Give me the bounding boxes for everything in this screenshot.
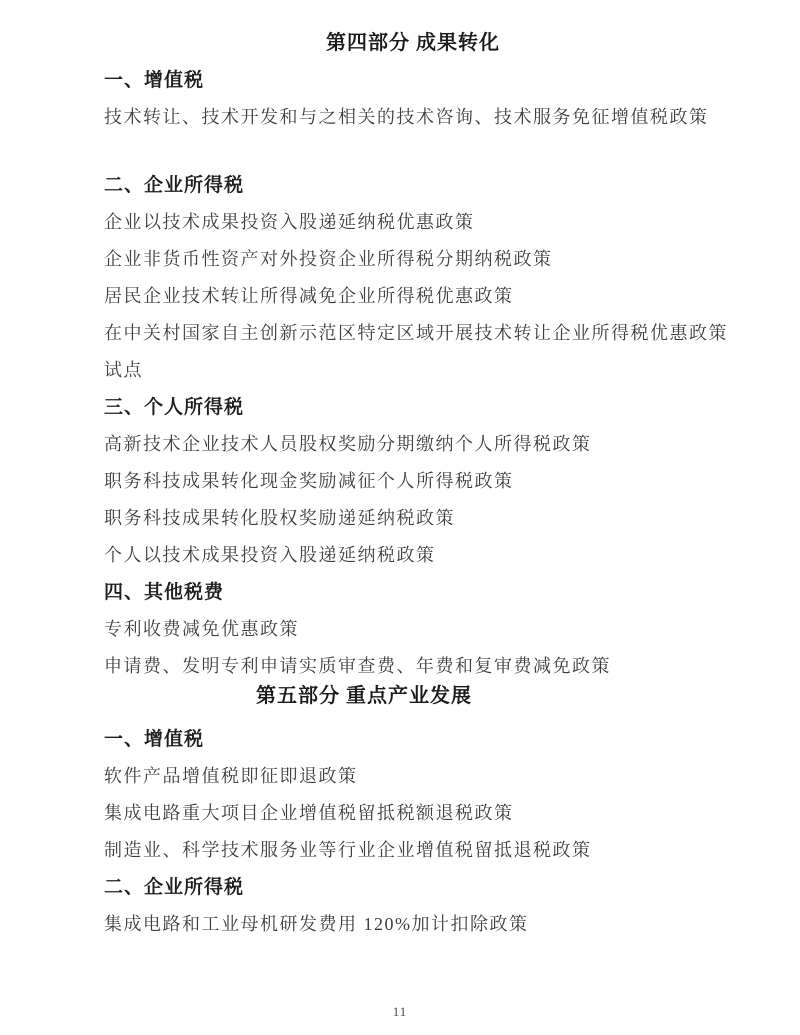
policy-item: 个人以技术成果投资入股递延纳税政策 xyxy=(104,545,436,565)
category-heading-corporate-income-tax: 二、企业所得税 xyxy=(104,175,245,196)
policy-item: 高新技术企业技术人员股权奖励分期缴纳个人所得税政策 xyxy=(104,434,592,454)
policy-item: 集成电路重大项目企业增值税留抵税额退税政策 xyxy=(104,803,514,823)
policy-item: 职务科技成果转化现金奖励减征个人所得税政策 xyxy=(104,471,514,491)
category-heading-vat-2: 一、增值税 xyxy=(104,729,205,750)
blank-line xyxy=(104,136,704,167)
policy-item-continuation: 试点 xyxy=(104,360,143,380)
policy-item: 制造业、科学技术服务业等行业企业增值税留抵退税政策 xyxy=(104,840,592,860)
policy-item: 集成电路和工业母机研发费用 120%加计扣除政策 xyxy=(104,914,529,934)
policy-item: 申请费、发明专利申请实质审查费、年费和复审费减免政策 xyxy=(104,656,611,676)
policy-item: 技术转让、技术开发和与之相关的技术咨询、技术服务免征增值税政策 xyxy=(104,107,709,127)
category-heading-vat: 一、增值税 xyxy=(104,70,205,91)
category-heading-other-taxes: 四、其他税费 xyxy=(104,582,225,603)
policy-item: 软件产品增值税即征即退政策 xyxy=(104,766,358,786)
policy-item: 职务科技成果转化股权奖励递延纳税政策 xyxy=(104,508,455,528)
section-title-part4: 第四部分 成果转化 xyxy=(326,32,500,54)
policy-item: 专利收费减免优惠政策 xyxy=(104,619,299,639)
category-heading-corporate-income-tax-2: 二、企业所得税 xyxy=(104,877,245,898)
policy-item: 企业非货币性资产对外投资企业所得税分期纳税政策 xyxy=(104,249,553,269)
page-number: 11 xyxy=(392,1004,408,1019)
policy-item: 企业以技术成果投资入股递延纳税优惠政策 xyxy=(104,212,475,232)
category-heading-personal-income-tax: 三、个人所得税 xyxy=(104,397,245,418)
policy-item: 居民企业技术转让所得减免企业所得税优惠政策 xyxy=(104,286,514,306)
policy-item: 在中关村国家自主创新示范区特定区域开展技术转让企业所得税优惠政策 xyxy=(104,323,728,343)
section-title-part5: 第五部分 重点产业发展 xyxy=(256,685,472,707)
